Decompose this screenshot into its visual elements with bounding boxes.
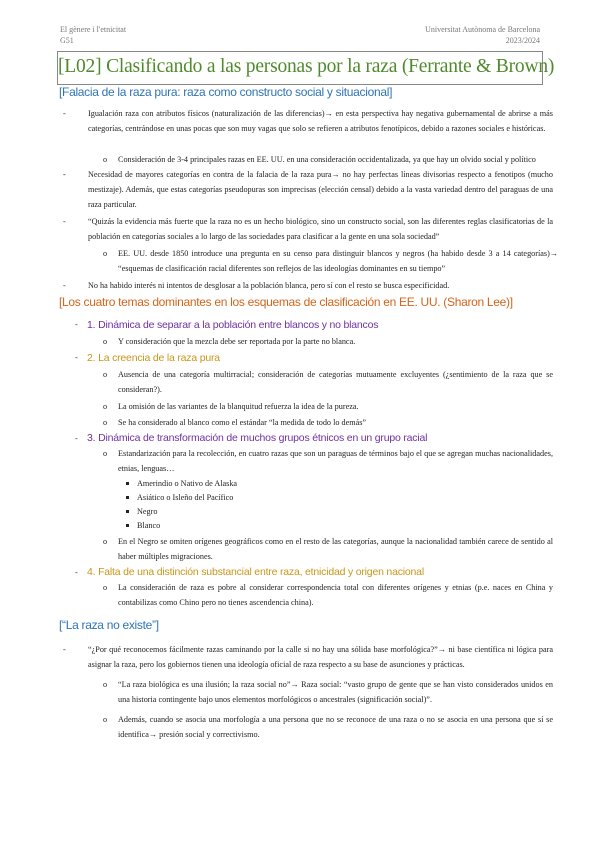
list-item: Estandarización para la recolección, en cuatro razas que son un paraguas de términos bajo el que se agregan muchas nacionalidades, etnias, lenguas… <box>118 449 553 473</box>
list-item: “¿Por qué reconocemos fácilmente razas caminando por la calle si no hay una sólida base morfológica?”→ ni base científica ni lógica para asignar la raza, pero los gobiernos tienen una ideología oficial de raza respecto a su base de asunciones y prácticas. <box>88 645 553 669</box>
dash-bullet: - <box>75 320 78 329</box>
theme-heading: 2. La creencia de la raza pura <box>87 352 220 364</box>
list-item: En el Negro se omiten orígenes geográficos como en el resto de las categorías, aunque la nacionalidad también carece de sentido al haber múltiples migraciones. <box>118 537 553 561</box>
circle-bullet: o <box>103 155 108 164</box>
square-bullet-icon <box>126 510 129 513</box>
course-name: El gènere i l'etnicitat <box>60 25 127 34</box>
circle-bullet: o <box>103 715 108 724</box>
circle-bullet: o <box>103 370 108 379</box>
race-item: Asiático o Isleño del Pacífico <box>137 493 234 502</box>
group-code: G51 <box>60 36 74 45</box>
circle-bullet: o <box>103 537 108 546</box>
dash-bullet: - <box>63 170 66 179</box>
list-item: La omisión de las variantes de la blanquitud refuerza la idea de la pureza. <box>118 402 359 411</box>
list-item: Además, cuando se asocia una morfología a una persona que no se reconoce de una raza o no se asocia en una persona que sí se identifica→ presión social y correctivismo. <box>118 715 553 739</box>
section-heading: [Los cuatro temas dominantes en los esquemas de clasificación en EE. UU. (Sharon Lee)] <box>59 295 513 309</box>
list-item: Igualación raza con atributos físicos (naturalización de las diferencias)→ en esta perspectiva hay negativa gubernamental de abrirse a más categorías, centrándose en unas pocas que son muy vagas que solo se refieren a atributos fenotípicos, debido a razones sociales e históricas. <box>88 109 553 133</box>
header-left <box>60 24 126 46</box>
circle-bullet: o <box>103 583 108 592</box>
theme-heading: 4. Falta de una distinción substancial entre raza, etnicidad y origen nacional <box>87 566 424 578</box>
square-bullet-icon <box>126 524 129 527</box>
race-item: Negro <box>137 507 158 516</box>
square-bullet-icon <box>126 496 129 499</box>
list-item: Consideración de 3-4 principales razas en EE. UU. en una consideración occidentalizada, ya que hay un olvido social y político <box>118 155 536 164</box>
dash-bullet: - <box>63 281 66 290</box>
dash-bullet: - <box>63 645 66 654</box>
theme-heading: 3. Dinámica de transformación de muchos grupos étnicos en un grupo racial <box>87 432 428 444</box>
list-item: “Quizás la evidencia más fuerte que la raza no es un hecho biológico, sino un constructo social, son las diferentes reglas clasificatorias de la población en categorías sociales a lo largo de las sociedades para clasificar a la gente en una sola sociedad” <box>88 217 553 241</box>
university-name: Universitat Autònoma de Barcelona <box>425 25 540 34</box>
list-item: Y consideración que la mezcla debe ser reportada por la parte no blanca. <box>118 337 356 346</box>
circle-bullet: o <box>103 449 108 458</box>
list-item: No ha habido interés ni intentos de desglosar a la población blanca, pero sí con el resto se busca especificidad. <box>88 281 450 290</box>
theme-heading: 1. Dinámica de separar a la población entre blancos y no blancos <box>87 319 379 331</box>
dash-bullet: - <box>75 353 78 362</box>
list-item: EE. UU. desde 1850 introduce una pregunta en su censo para distinguir blancos y negros (ha habido desde 3 a 14 categorías)→ “esquemas de clasificación racial diferentes son reflejos de las ideologías dominantes en su tiempo” <box>118 249 558 273</box>
page-title: [L02] Clasificando a las personas por la raza (Ferrante & Brown) <box>58 56 555 77</box>
race-item: Blanco <box>137 521 161 530</box>
list-item: Necesidad de mayores categorías en contra de la falacia de la raza pura→ no hay perfectas líneas divisorias respecto a fenotipos (mucho mestizaje). Además, que estas categorías pseudopuras son imprecisas (elección censal) debido a la vasta variedad dentro del paraguas de una raza particular. <box>88 170 553 209</box>
dash-bullet: - <box>63 217 66 226</box>
dash-bullet: - <box>75 434 78 443</box>
section-heading: [“La raza no existe”] <box>59 618 159 632</box>
list-item: Se ha considerado al blanco como el estándar “la medida de todo lo demás” <box>118 418 367 427</box>
list-item: La consideración de raza es pobre al considerar correspondencia total con diferentes orígenes y etnias (p.e. naces en China y contabilizas como Chino pero no tienes ascendencia china). <box>118 583 553 607</box>
circle-bullet: o <box>103 249 108 258</box>
academic-year: 2023/2024 <box>505 36 540 45</box>
header-right <box>425 24 540 46</box>
circle-bullet: o <box>103 418 108 427</box>
list-item: Ausencia de una categoría multirracial; consideración de categorías mutuamente excluyentes (¿sentimiento de la raza que se consideran?). <box>118 370 553 394</box>
list-item: “La raza biológica es una ilusión; la raza social no”→ Raza social: “vasto grupo de gente que se han visto considerados unidos en una historia contingente bajo unos elementos morfológicos o ancestrales (significación social)”. <box>118 680 553 704</box>
dash-bullet: - <box>75 568 78 577</box>
circle-bullet: o <box>103 402 108 411</box>
section-heading: [Falacia de la raza pura: raza como constructo social y situacional] <box>59 85 393 99</box>
title-box <box>57 51 555 85</box>
dash-bullet: - <box>63 109 66 118</box>
race-item: Amerindio o Nativo de Alaska <box>137 479 238 488</box>
square-bullet-icon <box>126 482 129 485</box>
circle-bullet: o <box>103 337 108 346</box>
circle-bullet: o <box>103 680 108 689</box>
